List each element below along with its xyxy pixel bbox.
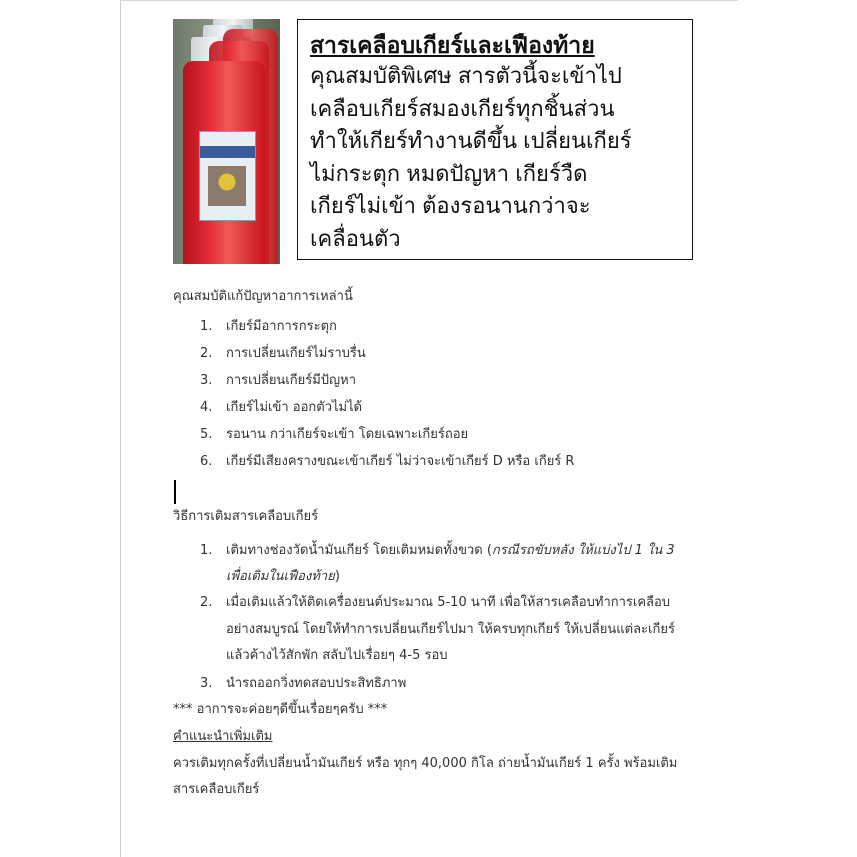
note-text: *** อาการจะค่อยๆดีขึ้นเรื่อยๆครับ *** (173, 702, 388, 717)
list-text: การเปลี่ยนเกียร์มีปัญหา (226, 373, 356, 388)
text-cursor (174, 480, 176, 504)
advice-line: สารเคลือบเกียร์ (173, 782, 260, 797)
list-text: รอนาน กว่าเกียร์จะเข้า โดยเฉพาะเกียร์ถอย (226, 427, 469, 442)
list-item (200, 314, 337, 341)
title-box (297, 19, 693, 260)
page-top-edge (120, 0, 738, 1)
list-text: เกียร์มีอาการกระตุก (226, 319, 337, 334)
list-item (200, 449, 574, 476)
list-text: การเปลี่ยนเกียร์ไม่ราบรื่น (226, 346, 366, 361)
list-text: เมื่อเติมแล้วให้ติดเครื่องยนต์ประมาณ 5-10 นาที เพื่อให้สารเคลือบทำการเคลือบอย่างสมบูรณ์ โดยให้ทำการเปลี่ยนเกียร์ไปมา ให้ครบทุกเกียร์ ให้เปลี่ยนแต่ละเกียร์แล้วค้างไว้สักพัก สลับไปเรื่อยๆ 4-5 รอบ (226, 595, 675, 663)
list-text: นำรถออกวิ่งทดสอบประสิทธิภาพ (226, 676, 407, 691)
list-number: 3. (200, 373, 213, 388)
list-number: 2. (200, 346, 213, 361)
list-number: 1. (200, 543, 213, 558)
method-heading: วิธีการเติมสารเคลือบเกียร์ (173, 509, 319, 524)
title-body-line: เคลื่อนตัว (310, 225, 401, 251)
title-body-line: ทำให้เกียร์ทำงานดีขึ้น เปลี่ยนเกียร์ (310, 128, 632, 153)
list-number: 3. (200, 676, 213, 691)
list-item (200, 422, 468, 449)
list-text-italic: กรณีรถขับหลัง ให้แบ่งไป 1 ใน 3 เพื่อเติมในเฟืองท้าย (226, 543, 675, 584)
list-item (200, 368, 356, 395)
bottle-label (199, 131, 256, 221)
list-number: 4. (200, 400, 213, 415)
list-item (200, 395, 362, 422)
product-photo (173, 19, 280, 264)
title-heading: สารเคลือบเกียร์และเฟืองท้าย (310, 32, 595, 58)
properties-heading: คุณสมบัติแก้ปัญหาอาการเหล่านี้ (173, 289, 353, 304)
list-number: 2. (200, 595, 213, 610)
advice-line: ควรเติมทุกครั้งที่เปลี่ยนน้ำมันเกียร์ หรือ ทุกๆ 40,000 กิโล ถ่ายน้ำมันเกียร์ 1 ครั้ง พร้อมเติม (173, 756, 678, 771)
list-text: เกียร์ไม่เข้า ออกตัวไม่ได้ (226, 400, 363, 415)
list-text-end: ) (334, 569, 340, 584)
advice-heading: คำแนะนำเพิ่มเติม (173, 729, 273, 744)
title-body-line: คุณสมบัติพิเศษ สารตัวนี้จะเข้าไป (310, 63, 622, 88)
list-text: เติมทางช่องวัดน้ำมันเกียร์ โดยเติมหมดทั้งขวด ( (226, 543, 492, 558)
title-body-line: เคลือบเกียร์สมองเกียร์ทุกชิ้นส่วน (310, 95, 615, 121)
page-left-edge (120, 0, 121, 857)
list-number: 1. (200, 319, 213, 334)
list-text: เกียร์มีเสียงครางขณะเข้าเกียร์ ไม่ว่าจะเข้าเกียร์ D หรือ เกียร์ R (226, 454, 575, 469)
list-item (200, 341, 366, 368)
list-number: 6. (200, 454, 213, 469)
title-body-line: ไม่กระตุก หมดปัญหา เกียร์วืด (310, 160, 588, 186)
title-body-line: เกียร์ไม่เข้า ต้องรอนานกว่าจะ (310, 193, 591, 218)
list-number: 5. (200, 427, 213, 442)
